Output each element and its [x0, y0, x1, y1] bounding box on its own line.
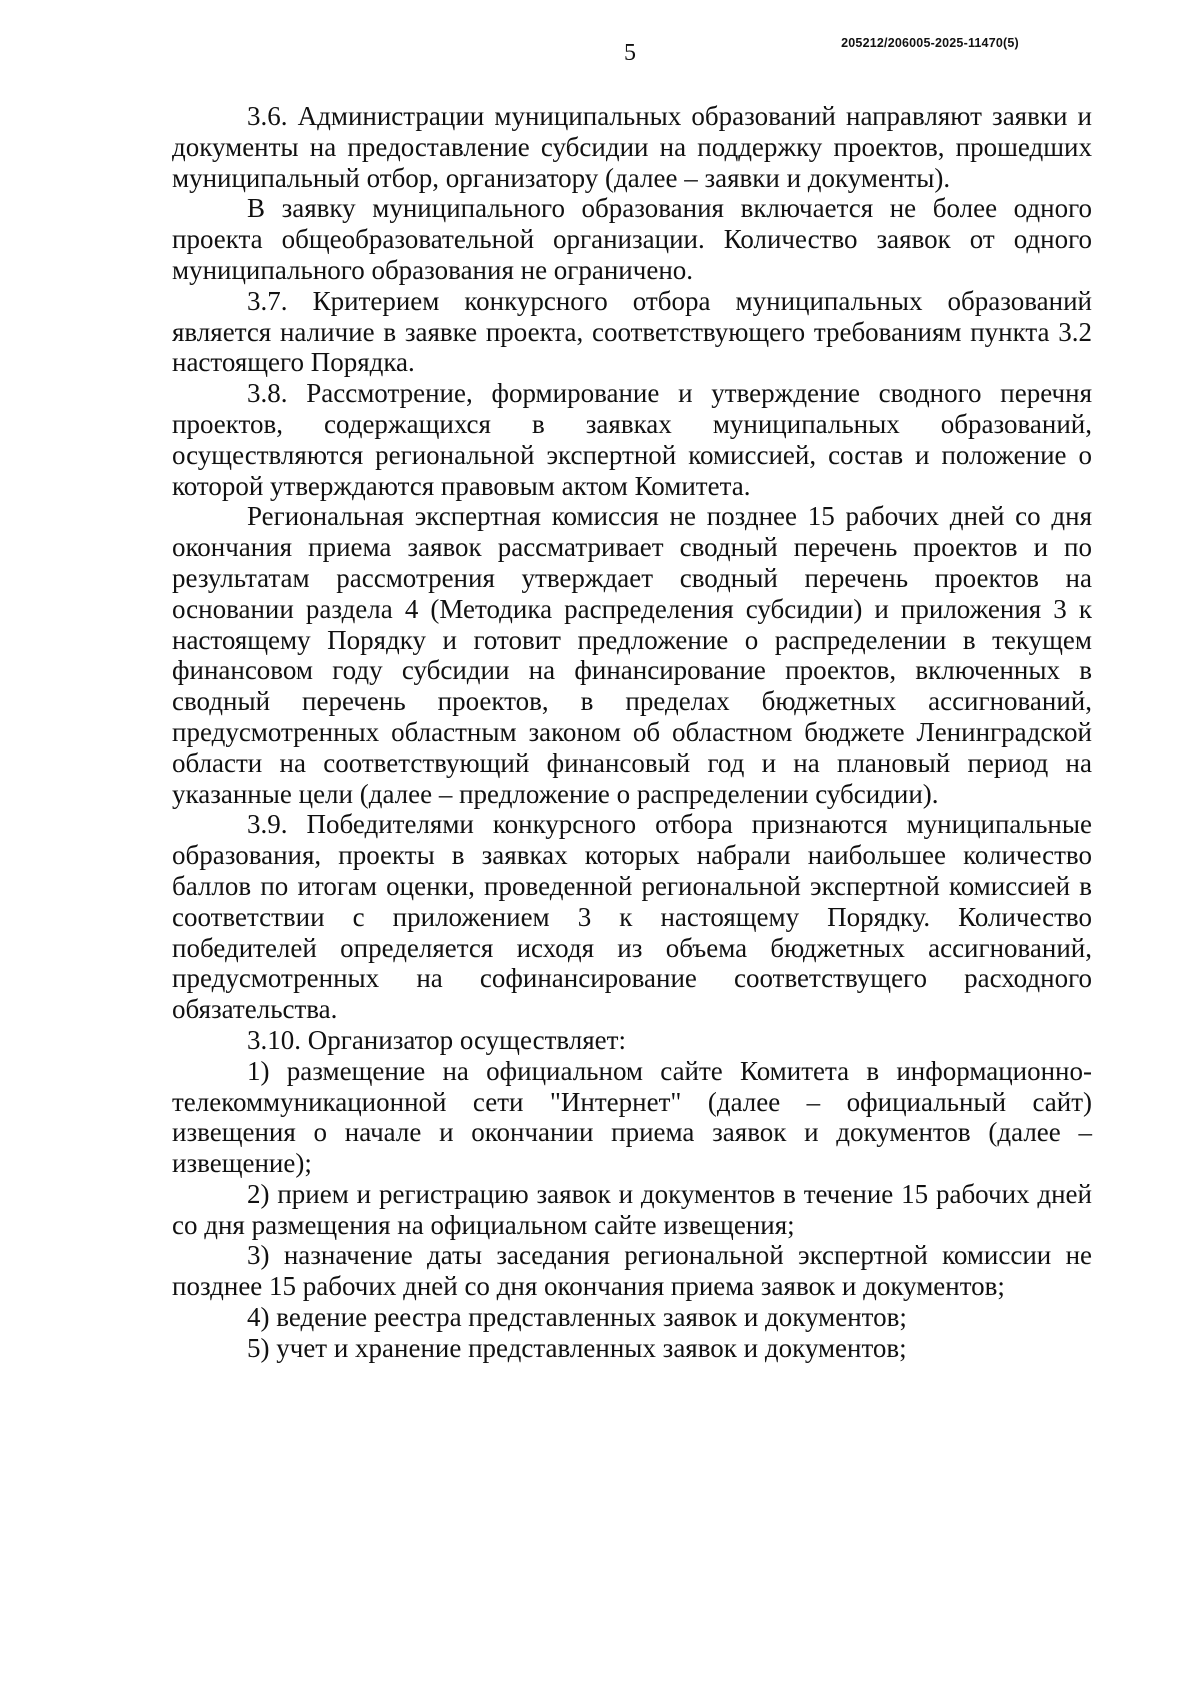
page-number: 5 — [624, 40, 636, 66]
list-item-2: 2) прием и регистрацию заявок и документов в течение 15 рабочих дней со дня размещения на официальном сайте извещения; — [172, 1178, 1092, 1240]
document-body — [172, 101, 1092, 1364]
paragraph-3-7: 3.7. Критерием конкурсного отбора муниципальных образований является наличие в заявке проекта, соответствующего требованиям пункта 3.2 настоящего Порядка. — [172, 285, 1092, 378]
list-item-3: 3) назначение даты заседания региональной экспертной комиссии не позднее 15 рабочих дней со дня окончания приема заявок и документов; — [172, 1240, 1092, 1302]
paragraph-application-limit: В заявку муниципального образования включается не более одного проекта общеобразовательной организации. Количество заявок от одного муниципального образования не ограничено. — [172, 193, 1092, 285]
list-item-4: 4) ведение реестра представленных заявок и документов; — [247, 1302, 907, 1333]
paragraph-expert-commission: Региональная экспертная комиссия не позднее 15 рабочих дней со дня окончания приема заявок рассматривает сводный перечень проектов и по результатам рассмотрения утверждает сводный перечень проектов на основании раздела 4 (Методика распределения субсидии) и приложения 3 к настоящему Порядку и готовит предложение о распределении в текущем финансовом году субсидии на финансирование проектов, включенных в сводный перечень проектов, в пределах бюджетных ассигнований, предусмотренных областным законом об областном бюджете Ленинградской области на соответствующий финансовый год и на плановый период на указанные цели (далее – предложение о распределении субсидии). — [172, 501, 1092, 809]
list-item-1: 1) размещение на официальном сайте Комитета в информационно-телекоммуникационной сети "Интернет" (далее – официальный сайт) извещения о начале и окончании приема заявок и документов (далее – извещение); — [172, 1055, 1092, 1179]
paragraph-3-6: 3.6. Администрации муниципальных образований направляют заявки и документы на предоставление субсидии на поддержку проектов, прошедших муниципальный отбор, организатору (далее – заявки и документы). — [172, 101, 1092, 193]
paragraph-3-8: 3.8. Рассмотрение, формирование и утверждение сводного перечня проектов, содержащихся в заявках муниципальных образований, осуществляются региональной экспертной комиссией, состав и положение о которой утверждаются правовым актом Комитета. — [172, 378, 1092, 501]
paragraph-3-9: 3.9. Победителями конкурсного отбора признаются муниципальные образования, проекты в заявках которых набрали наибольшее количество баллов по итогам оценки, проведенной региональной экспертной комиссией в соответствии с приложением 3 к настоящему Порядку. Количество победителей определяется исходя из объема бюджетных ассигнований, предусмотренных на софинансирование соответствущего расходного обязательства. — [172, 809, 1092, 1025]
paragraph-3-10: 3.10. Организатор осуществляет: — [247, 1024, 626, 1055]
list-item-5: 5) учет и хранение представленных заявок и документов; — [247, 1332, 907, 1363]
document-registration-code: 205212/206005-2025-11470(5) — [841, 36, 1019, 50]
